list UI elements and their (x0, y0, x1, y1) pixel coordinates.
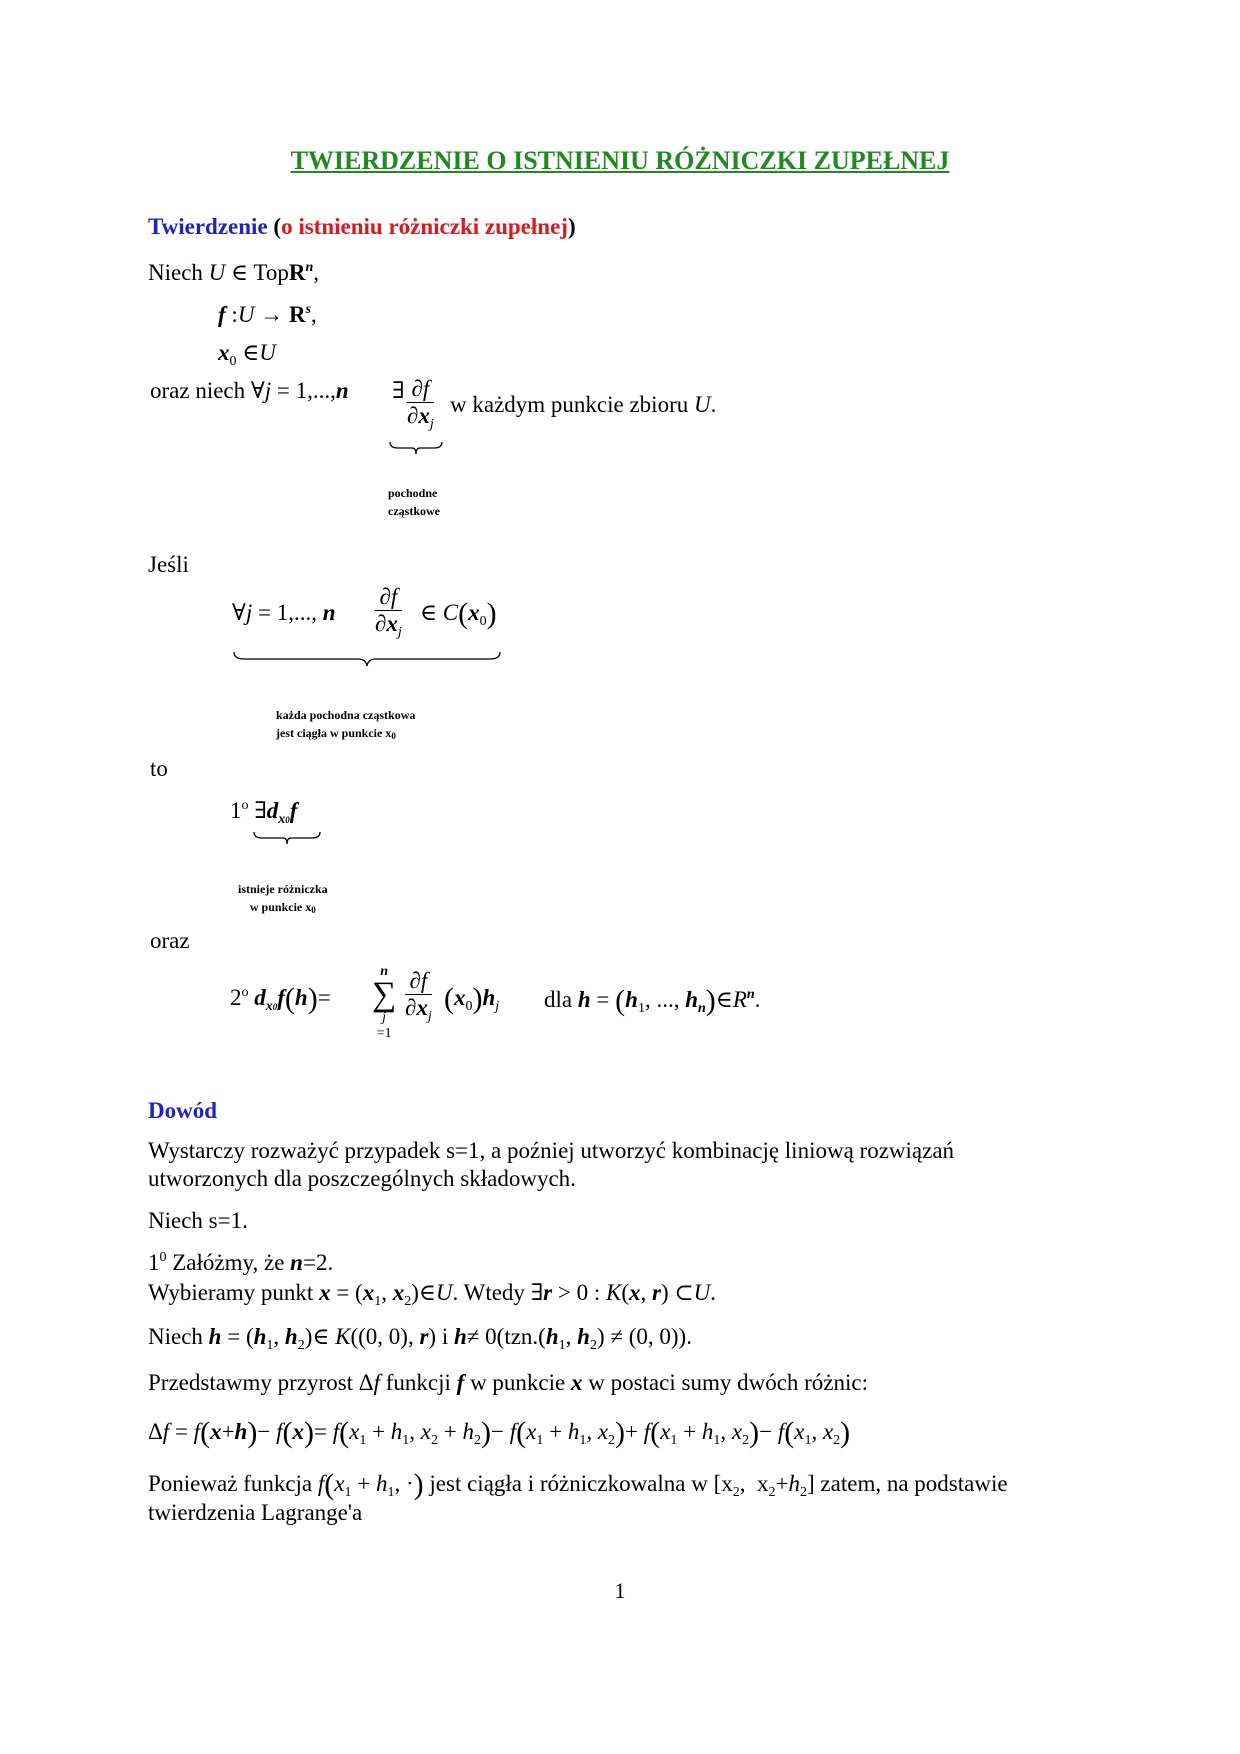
brace-label-3-line-2 (238, 898, 328, 919)
proof-line-8-formula: $\Delta f = f(x+h)- f(x)= f(x_1 + h_1$, $x_2 + h_2)- f(x_1 + h_1$, $x_2)+ f(x_1 + h_1$, $x_2)- f(x_1$, $x_2$) (148, 1416, 851, 1449)
h-definition: dla $h = (h_1$, ..., $h_n)\in R^n$. (544, 984, 761, 1017)
brace-label-1-line-2: cząstkowe (388, 504, 440, 518)
theorem-open-paren: ( (273, 214, 282, 239)
underbrace-3 (252, 830, 322, 846)
brace-label-3-sub: 0 (311, 905, 316, 915)
assumption-line-1: Niech U ∈ TopR$^n$, (148, 260, 320, 285)
conclusion-2-lhs: 2$^o$ $d_{x0}f(h)=$ (230, 982, 331, 1015)
to-text: to (150, 756, 168, 781)
proof-line-6-niech: Niech (148, 1324, 203, 1349)
proof-line-6-i: i (441, 1324, 449, 1349)
proof-line-7-c: w punkcie (470, 1370, 566, 1395)
brace-label-1 (388, 484, 440, 520)
theorem-name: o istnieniu różniczki zupełnej (281, 214, 568, 239)
proof-line-4-num: 1 (148, 1250, 160, 1275)
partial-fraction: $\frac{\partial f}{\partial x_j}$ (407, 376, 434, 432)
sum-partial-fraction: $\frac{\partial f}{\partial x_j}$ (405, 968, 432, 1024)
proof-line-1: Wystarczy rozważyć przypadek s=1, a poźniej utworzyć kombinację liniową rozwiązań (148, 1138, 955, 1163)
top-text: Top (253, 260, 289, 285)
proof-line-10: twierdzenia Lagrange'a (148, 1500, 363, 1525)
proof-line-4-text: Załóżmy, że (166, 1250, 291, 1275)
proof-line-5: Wybieramy punkt $x = (x_1$, $x_2)\in U$. Wtedy ∃r > 0 : K(x, r) ⊂U. (148, 1280, 717, 1309)
proof-line-7-b: funkcji (385, 1370, 451, 1395)
brace-label-2-line-2 (276, 724, 415, 745)
page-title: TWIERDZENIE O ISTNIENIU RÓŻNICZKI ZUPEŁNEJ (290, 146, 950, 175)
underbrace-2 (232, 650, 502, 668)
if-partial-fraction: $\frac{\partial f}{\partial x_j}$ (375, 584, 402, 640)
brace-label-3-line-1: istnieje różniczka (238, 882, 328, 896)
w-kazdym-text: w każdym punkcie zbioru (450, 392, 689, 417)
conclusion-1: 1$^o$ $\exists d_{x0}f$ (230, 798, 298, 827)
proof-line-4-end: =2. (302, 1250, 334, 1275)
theorem-heading (148, 214, 576, 240)
oraz-text: oraz (150, 928, 190, 953)
proof-line-9-c: zatem, na podstawie (820, 1471, 1008, 1496)
dots-text: ..., (656, 987, 680, 1012)
theorem-close-paren: ) (567, 214, 576, 239)
if-condition: ∀j = 1,..., n (232, 600, 336, 625)
proof-line-9-a: Ponieważ funkcja (148, 1471, 313, 1496)
proof-line-4: $1^0$ Załóżmy, że n=2. (148, 1250, 334, 1275)
brace-label-1-line-1: pochodne (388, 486, 438, 500)
brace-label-2 (276, 706, 415, 745)
assumption-line-4: oraz niech ∀j = 1,...,n (150, 378, 349, 403)
brace-label-3-text: w punkcie x (249, 900, 312, 914)
jesli-text: Jeśli (148, 552, 189, 577)
proof-line-6: Niech $h = (h_1$, $h_2)\in$ K((0, 0), r) i $h\ne 0(tzn.(h_1$, $h_2) \ne (0$, 0)). (148, 1324, 692, 1353)
brace-label-2-text: jest ciągła w punkcie x (276, 726, 392, 740)
proof-line-6-tzn: (tzn. (496, 1324, 539, 1349)
dla-text: dla (544, 987, 573, 1012)
range-j-text: 1,..., (295, 378, 336, 403)
theorem-label: Twierdzenie (148, 214, 268, 239)
assumption-line-2: f :U → $R^s$, (218, 302, 317, 327)
wtedy-text: Wtedy (463, 1280, 525, 1305)
page-number: 1 (614, 1578, 626, 1603)
proof-line-4-n: n (290, 1250, 303, 1275)
proof-line-2: utworzonych dla poszczególnych składowych. (148, 1166, 576, 1191)
brace-label-2-sub: 0 (391, 731, 396, 741)
sum-term: $(x_0)h_j$ (444, 982, 500, 1015)
exists-partial: ∃ (392, 378, 405, 403)
assumption-line-3: $x_0$ ∈U (218, 340, 276, 369)
brace-label-3 (238, 880, 328, 919)
sum-symbol: n ∑ j =1 (372, 964, 397, 1041)
proof-line-5-text: Wybieramy punkt (148, 1280, 314, 1305)
if-continuity: ∈ $C(x_0)$ (420, 597, 497, 630)
proof-label: Dowód (148, 1098, 218, 1123)
if-range-text: 1,..., (276, 600, 318, 625)
proof-line-7-d: w postaci sumy dwóch różnic: (588, 1370, 869, 1395)
proof-line-3: Niech s=1. (148, 1208, 248, 1233)
proof-line-7-a: Przedstawmy przyrost (148, 1370, 354, 1395)
niech-text: Niech (148, 260, 203, 285)
proof-line-9: Ponieważ funkcja $f(x_1 + h_1$, ·) jest ciągła i różniczkowalna w [$x_2$, $x_2+h_2$] zatem, na podstawie (148, 1468, 1008, 1501)
proof-line-7: Przedstawmy przyrost Δf funkcji f w punkcie x w postaci sumy dwóch różnic: (148, 1370, 869, 1395)
oraz-niech-text: oraz niech (150, 378, 246, 403)
conclusion-1-number: 1 (230, 798, 242, 823)
underbrace-1 (388, 440, 444, 456)
assumption-line-4-end: w każdym punkcie zbioru U. (450, 392, 717, 417)
proof-line-9-b: jest ciągła i różniczkowalna w [x (429, 1471, 733, 1496)
brace-label-2-line-1: każda pochodna cząstkowa (276, 708, 416, 722)
conclusion-2-number: 2 (230, 985, 242, 1010)
